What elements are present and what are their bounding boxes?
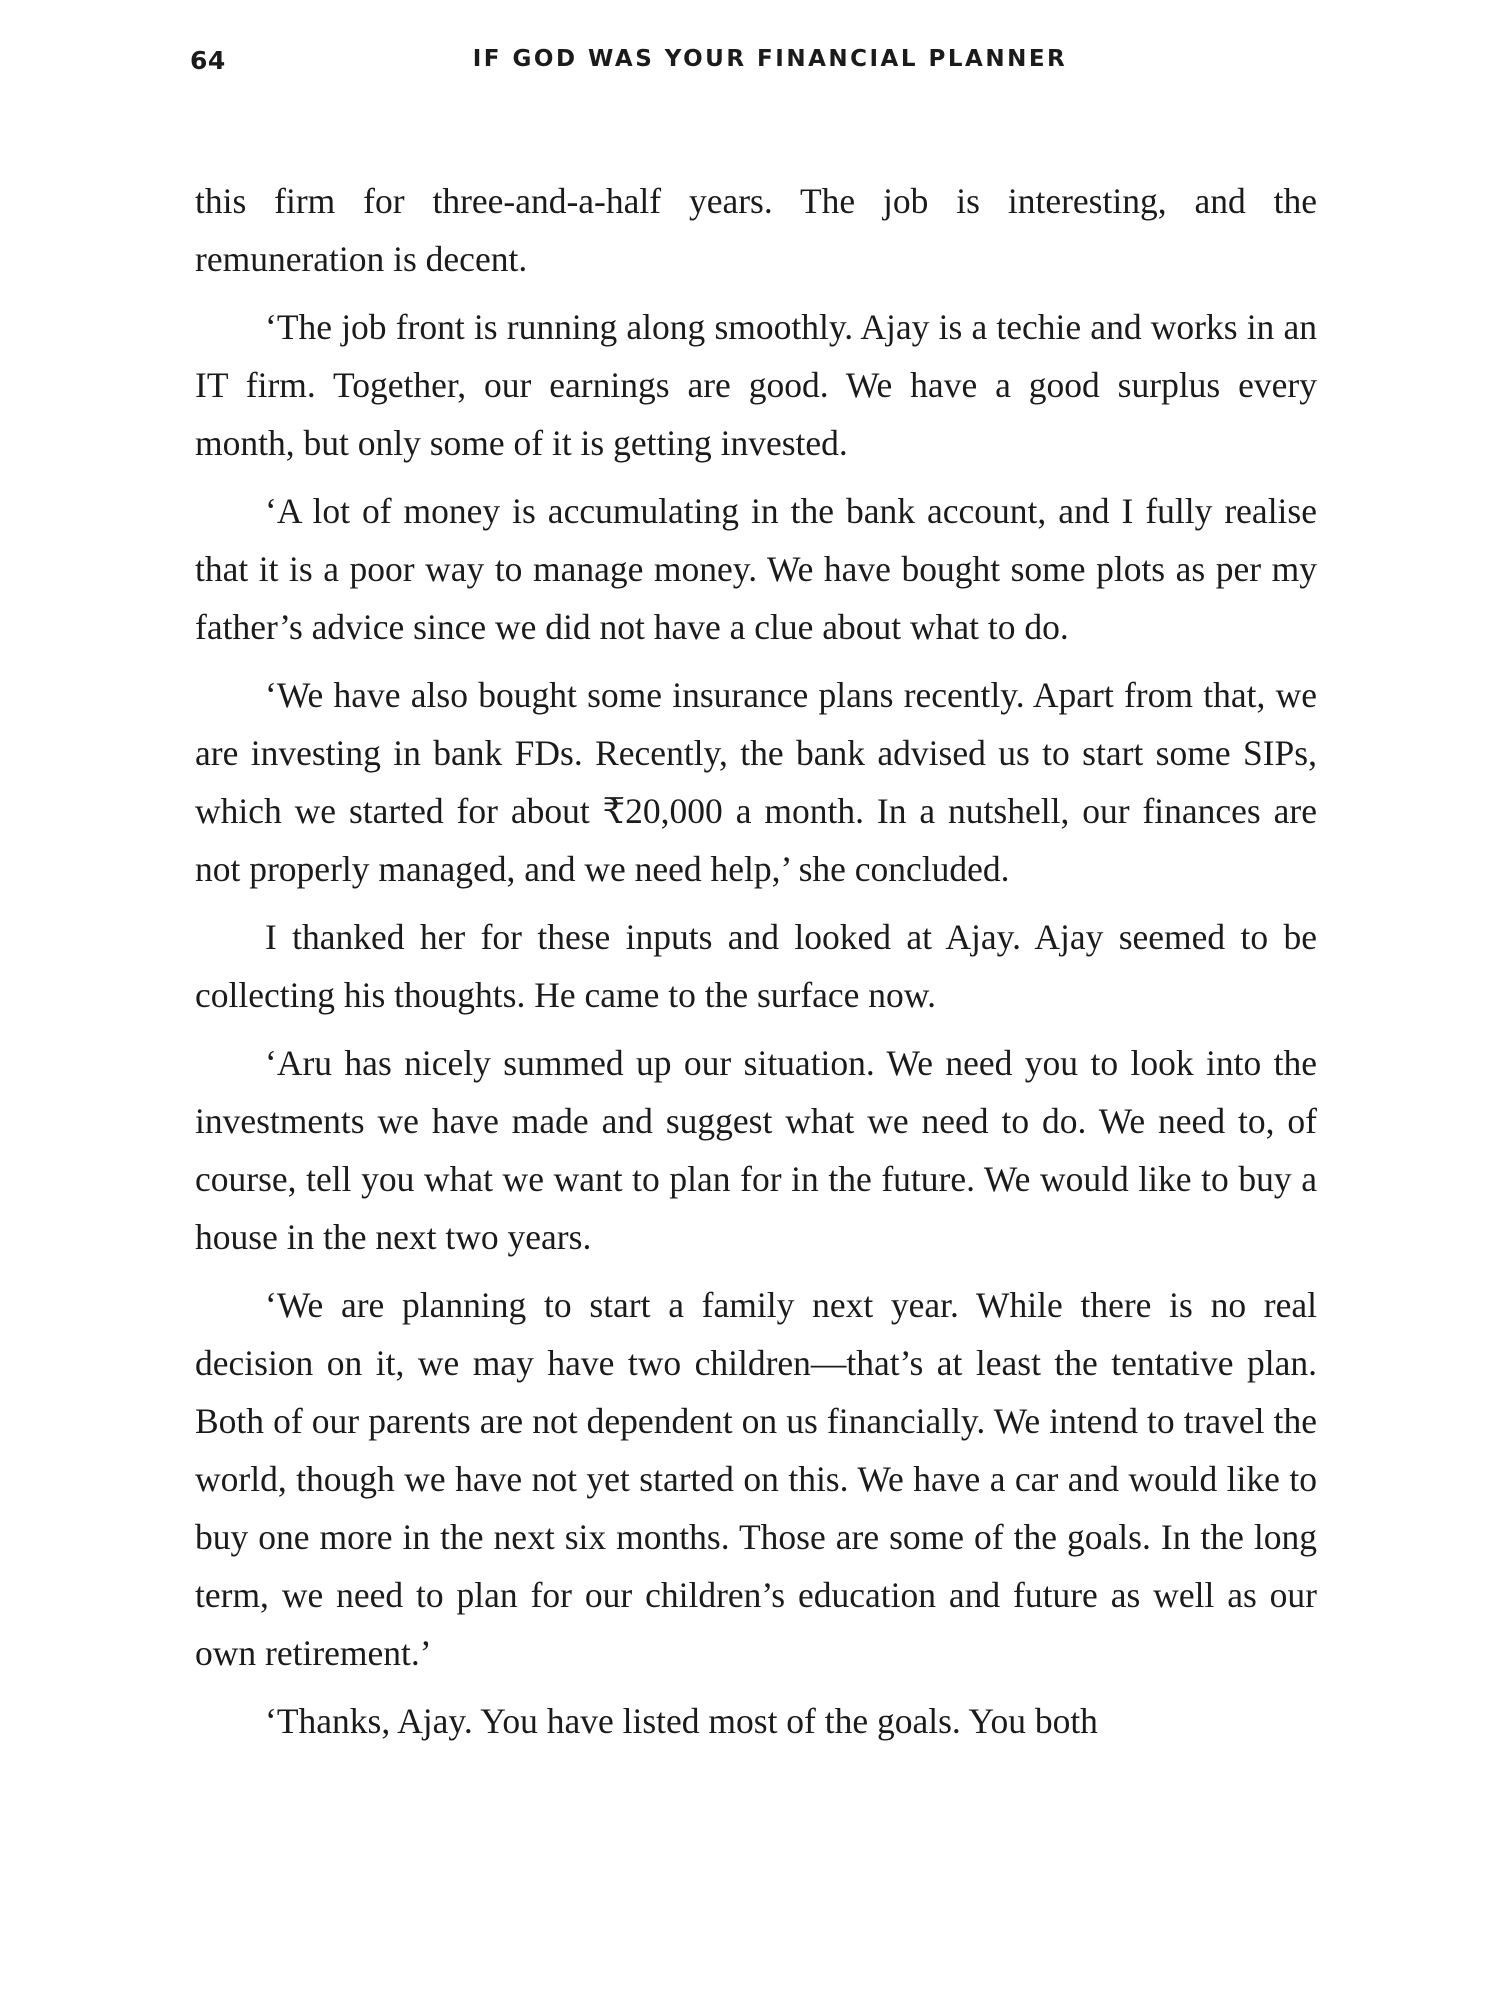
paragraph: I thanked her for these inputs and looked at Ajay. Ajay seemed to be collecting his thoughts. He came to the surface now. [195, 917, 1317, 1015]
paragraph: ‘We have also bought some insurance plans recently. Apart from that, we are investing in bank FDs. Recently, the bank advised us to start some SIPs, which we started for about ₹20,000 a month. In a nutshell, our finances are not properly managed, and we need help,’ she concluded. [195, 675, 1317, 889]
page-number: 64 [190, 46, 226, 75]
body-text [195, 172, 1317, 1760]
paragraph: ‘Thanks, Ajay. You have listed most of the goals. You both [265, 1701, 1098, 1741]
paragraph: ‘The job front is running along smoothly. Ajay is a techie and works in an IT firm. Together, our earnings are good. We have a good surplus every month, but only some of it is getting invested. [195, 307, 1317, 463]
paragraph: ‘A lot of money is accumulating in the bank account, and I fully realise that it is a poor way to manage money. We have bought some plots as per my father’s advice since we did not have a clue about what to do. [195, 491, 1317, 647]
paragraph: ‘We are planning to start a family next year. While there is no real decision on it, we may have two children—that’s at least the tentative plan. Both of our parents are not dependent on us financially. We intend to travel the world, though we have not yet started on this. We have a car and would like to buy one more in the next six months. Those are some of the goals. In the long term, we need to plan for our children’s education and future as well as our own retirement.’ [195, 1285, 1317, 1673]
running-head [190, 46, 1320, 86]
book-title: IF GOD WAS YOUR FINANCIAL PLANNER [472, 46, 1068, 72]
paragraph: ‘Aru has nicely summed up our situation. We need you to look into the investments we have made and suggest what we need to do. We need to, of course, tell you what we want to plan for in the future. We would like to buy a house in the next two years. [195, 1043, 1317, 1257]
paragraph: this firm for three-and-a-half years. The job is interesting, and the remuneration is decent. [195, 181, 1317, 279]
